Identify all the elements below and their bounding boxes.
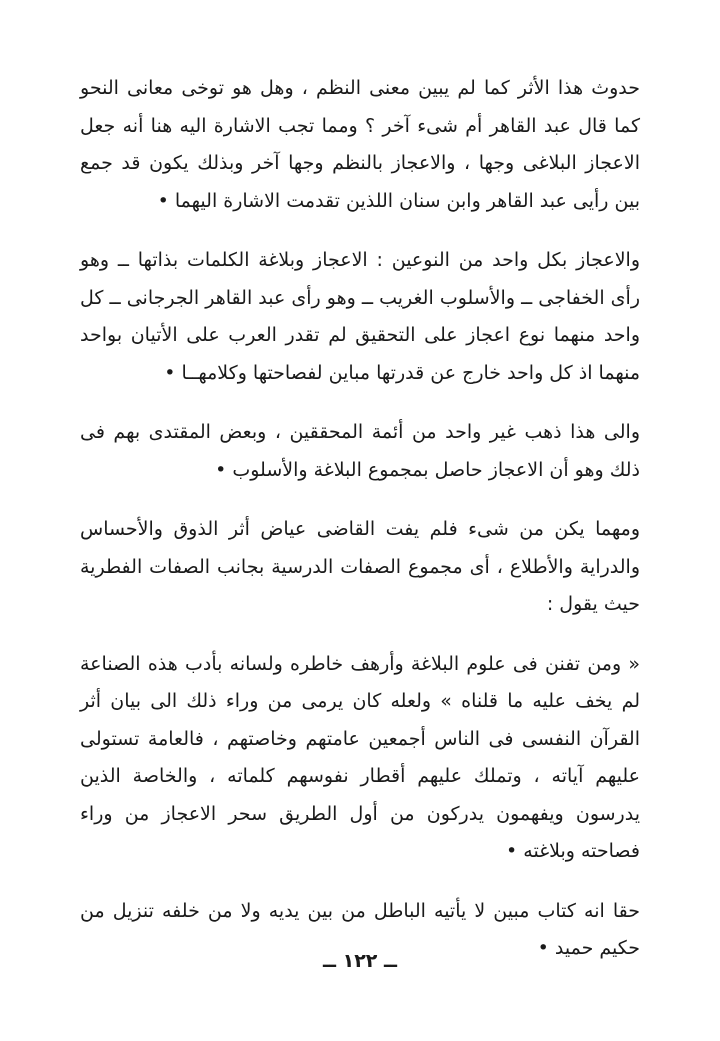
paragraph-3: والى هذا ذهب غير واحد من أئمة المحققين ، وبعض المقتدى بهم فى ذلك وهو أن الاعجاز حاصل بمجموع البلاغة والأسلوب • bbox=[80, 421, 640, 481]
paragraph-5-quote: « ومن تفنن فى علوم البلاغة وأرهف خاطره ولسانه بأدب هذه الصناعة لم يخف عليه ما قلناه » ولعله كان يرمى من وراء ذلك الى بيان أثر القرآن النفسى فى الناس أجمعين عامتهم وخاصتهم ، فالعامة تستولى عليهم آياته ، وتملك عليهم أقطار نفوسهم كلماته ، والخاصة الذين يدرسون ويفهمون يدركون من أول الطريق سحر الاعجاز من وراء فصاحته وبلاغته • bbox=[80, 652, 640, 862]
page-number: ــ ١٢٢ ــ bbox=[322, 950, 397, 972]
page-body bbox=[80, 70, 640, 990]
paragraph-2: والاعجاز بكل واحد من النوعين : الاعجاز وبلاغة الكلمات بذاتها ــ وهو رأى الخفاجى ــ والأسلوب الغريب ــ وهو رأى عبد القاهر الجرجانى ــ كل واحد منهما نوع اعجاز على التحقيق لم تقدر العرب على الأتيان بواحد منهما اذ كل واحد خارج عن قدرتها مباين لفصاحتها وكلامهــا • bbox=[80, 249, 640, 384]
paragraph-6: حقا انه كتاب مبين لا يأتيه الباطل من بين يديه ولا من خلفه تنزيل من حكيم حميد • bbox=[80, 899, 640, 959]
paragraph-4: ومهما يكن من شىء فلم يفت القاضى عياض أثر الذوق والأحساس والدراية والأطلاع ، أى مجموع الصفات الدرسية بجانب الصفات الفطرية حيث يقول : bbox=[80, 518, 640, 615]
paragraph-1: حدوث هذا الأثر كما لم يبين معنى النظم ، وهل هو توخى معانى النحو كما قال عبد القاهر أم شىء آخر ؟ ومما تجب الاشارة اليه هنا أنه جعل الاعجاز البلاغى وجها ، والاعجاز بالنظم وجها آخر وبذلك يكون قد جمع بين رأيى عبد القاهر وابن سنان اللذين تقدمت الاشارة اليهما • bbox=[80, 77, 640, 212]
